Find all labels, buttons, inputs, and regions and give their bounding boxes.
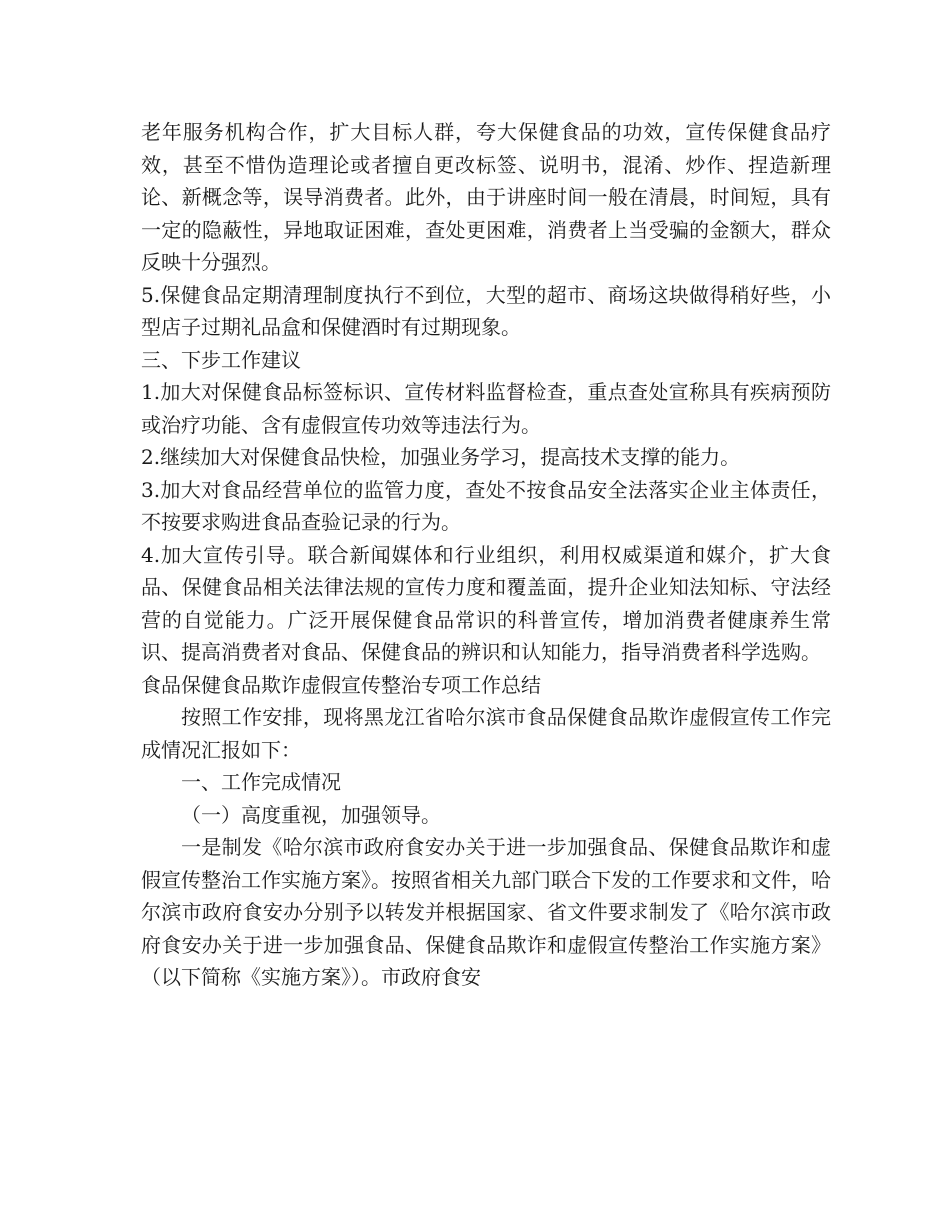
subsection-heading-leadership: （一）高度重视，加强领导。 (181, 802, 441, 827)
paragraph-implementation-plan: 一是制发《哈尔滨市政府食安办关于进一步加强食品、保健食品欺诈和虚假宣传整治工作实施方案》。按照省相关九部门联合下发的工作要求和文件，哈尔滨市政府食安办分别予以转发并根据国家、省文件要求制发了《哈尔滨市政府食安办关于进一步加强食品、保健食品欺诈和虚假宣传整治工作实施方案》（以下简称《实施方案》）。市政府食安 (141, 835, 831, 989)
paragraph-suggestion-4: 4.加大宣传引导。联合新闻媒体和行业组织，利用权威渠道和媒介，扩大食品、保健食品相关法律法规的宣传力度和覆盖面，提升企业知法知标、守法经营的自觉能力。广泛开展保健食品常识的科普宣传，增加消费者健康养生常识、提高消费者对食品、保健食品的辨识和认知能力，指导消费者科学选购。 (141, 542, 831, 664)
paragraph-intro: 按照工作安排，现将黑龙江省哈尔滨市食品保健食品欺诈虚假宣传工作完成情况汇报如下： (141, 705, 831, 762)
paragraph-suggestion-3: 3.加大对食品经营单位的监管力度，查处不按食品安全法落实企业主体责任，不按要求购进食品查验记录的行为。 (141, 477, 831, 534)
section-heading-completion: 一、工作完成情况 (181, 770, 341, 794)
document-title: 食品保健食品欺诈虚假宣传整治专项工作总结 (141, 672, 541, 697)
paragraph-suggestion-2: 2.继续加大对保健食品快检，加强业务学习，提高技术支撑的能力。 (141, 445, 741, 469)
paragraph-lecture-risks: 老年服务机构合作，扩大目标人群，夸大保健食品的功效，宣传保健食品疗效，甚至不惜伪造理论或者擅自更改标签、说明书，混淆、炒作、捏造新理论、新概念等，误导消费者。此外，由于讲座时间一般在清晨，时间短，具有一定的隐蔽性，异地取证困难，查处更困难，消费者上当受骗的金额大，群众反映十分强烈。 (141, 120, 831, 274)
paragraph-item-5-expiry: 5.保健食品定期清理制度执行不到位，大型的超市、商场这块做得稍好些，小型店子过期礼品盒和保健酒时有过期现象。 (141, 282, 831, 339)
section-heading-next-steps: 三、下步工作建议 (141, 347, 301, 372)
paragraph-suggestion-1: 1.加大对保健食品标签标识、宣传材料监督检查，重点查处宣称具有疾病预防或治疗功能、含有虚假宣传功效等违法行为。 (141, 380, 831, 437)
document-page (141, 116, 831, 994)
